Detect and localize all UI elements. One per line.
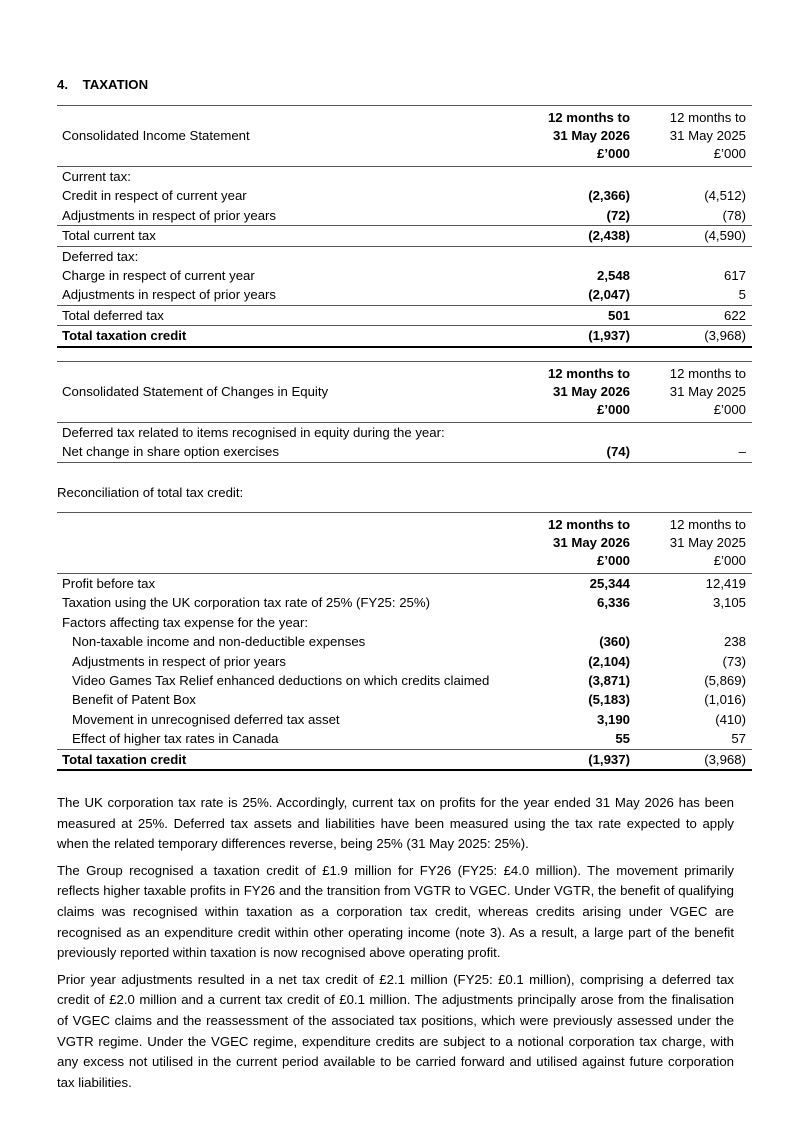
notes-text [57,793,734,1099]
table-row: Movement in unrecognised deferred tax asset 3,190 (410) [72,711,746,727]
column-header-2025: 12 months to 31 May 2025 £’000 [637,513,752,574]
table-row: Video Games Tax Relief enhanced deductions on which credits claimed (3,871) (5,869) [72,673,746,689]
subtotal-row: Total deferred tax 501 622 [57,305,752,325]
table-row: Factors affecting tax expense for the year: [62,614,309,630]
table-row: Effect of higher tax rates in Canada 55 57 [72,731,746,747]
equity-table [57,361,752,463]
subtotal-row: Total current tax (2,438) (4,590) [57,226,752,246]
income-statement-table [57,105,752,348]
table-header-row [57,106,752,167]
column-header-2025: 12 months to 31 May 2025 £’000 [637,362,752,423]
table-header-row [57,513,752,574]
table-row: Credit in respect of current year (2,366) (4,512) [62,188,746,204]
table-title: Consolidated Income Statement [57,106,507,167]
paragraph: Prior year adjustments resulted in a net tax credit of £2.1 million (FY25: £0.1 million), comprising a deferred tax credit of £2.0 million and a current tax credit of £0.1 million. The adjustments principally arose from the finalisation of VGEC claims and the reassessment of the associated tax positions, which were previously assessed under the VGTR regime. Under the VGEC regime, expenditure credits are subject to a notional corporation tax charge, with any excess not utilised in the current period available to be carried forward and utilised against future corporation tax liabilities. [57,971,734,1090]
table-row: Taxation using the UK corporation tax rate of 25% (FY25: 25%) 6,336 3,105 [62,595,746,611]
table-title: Consolidated Statement of Changes in Equity [57,362,507,423]
table-row: Non-taxable income and non-deductible expenses (360) 238 [72,634,746,650]
table-row: Deferred tax related to items recognised in equity during the year: [62,425,445,440]
section-heading: 4. TAXATION [57,77,149,92]
table-row: Adjustments in respect of prior years (2,104) (73) [72,653,746,669]
column-header-2026: 12 months to 31 May 2026 £’000 [507,513,637,574]
table-row: Benefit of Patent Box (5,183) (1,016) [72,692,746,708]
table-title [57,513,507,574]
table-row: Charge in respect of current year 2,548 617 [62,268,746,284]
column-header-2026: 12 months to 31 May 2026 £’000 [507,106,637,167]
total-row: Total taxation credit (1,937) (3,968) [57,326,752,347]
reconciliation-intro: Reconciliation of total tax credit: [57,485,244,500]
paragraph: The Group recognised a taxation credit of £1.9 million for FY26 (FY25: £4.0 million). The movement primarily reflects higher taxable profits in FY26 and the transition from VGTR to VGEC. Under VGTR, the benefit of qualifying claims was recognised within taxation as a corporation tax credit, whereas credits arising under VGEC are recognised as an expenditure credit within other operating income (note 3). As a result, a large part of the benefit previously reported within taxation is now recognised above operating profit. [57,862,734,961]
table-row: Adjustments in respect of prior years (2,047) 5 [62,287,746,303]
reconciliation-table [57,512,752,771]
table-header-row [57,362,752,423]
paragraph: The UK corporation tax rate is 25%. Accordingly, current tax on profits for the year ended 31 May 2026 has been measured at 25%. Deferred tax assets and liabilities have been measured using the tax rate expected to apply when the related temporary differences reverse, being 25% (31 May 2025: 25%). [57,795,734,852]
table-row: Net change in share option exercises (74) – [57,442,752,462]
column-header-2026: 12 months to 31 May 2026 £’000 [507,362,637,423]
table-row: Adjustments in respect of prior years (72) (78) [62,207,746,223]
column-header-2025: 12 months to 31 May 2025 £’000 [637,106,752,167]
table-row: Current tax: [62,169,131,184]
total-row: Total taxation credit (1,937) (3,968) [57,749,752,770]
table-row: Deferred tax: [57,246,752,266]
table-row: Profit before tax 25,344 12,419 [62,576,746,591]
